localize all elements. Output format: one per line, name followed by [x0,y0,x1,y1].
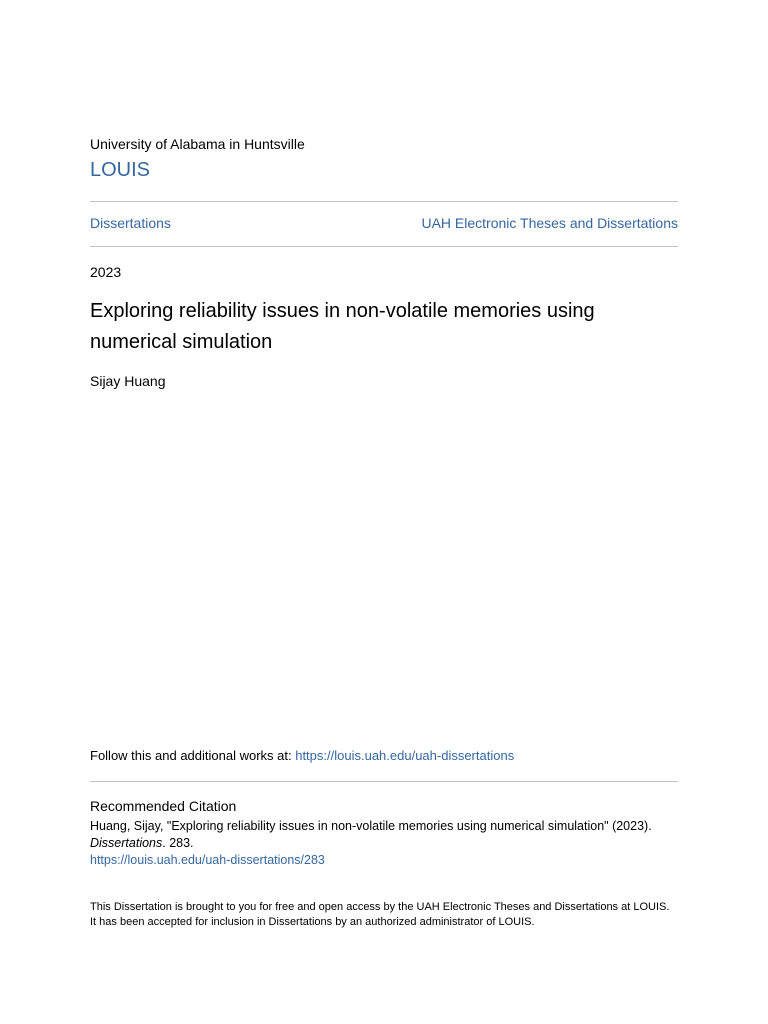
citation-series: Dissertations [90,836,163,850]
citation-number: . 283. [162,836,194,850]
document-title: Exploring reliability issues in non-volatile memories using numerical simulation [90,300,595,353]
repository-link[interactable]: LOUIS [90,159,151,181]
divider-breadcrumb [90,246,678,247]
citation-text: Huang, Sijay, "Exploring reliability issues in non-volatile memories using numerical simulation" (2023). [90,819,652,833]
citation-block [90,818,678,869]
follow-prefix: Follow this and additional works at: [90,748,296,763]
follow-url-link[interactable]: https://louis.uah.edu/uah-dissertations [295,748,515,763]
citation-heading: Recommended Citation [90,798,237,814]
dissertations-link[interactable]: Dissertations [90,215,171,231]
divider-top [90,201,678,202]
collection-link[interactable]: UAH Electronic Theses and Dissertations [421,215,678,231]
citation-url-link[interactable]: https://louis.uah.edu/uah-dissertations/283 [90,853,325,867]
follow-line [90,747,514,765]
institution-name: University of Alabama in Huntsville [90,136,305,152]
access-notice: This Dissertation is brought to you for free and open access by the UAH Electronic Theses and Dissertations at LOUIS. It has been accepted for inclusion in Dissertations by an authorized administrator of LOUIS. [90,901,670,928]
citation-series-line [90,835,678,852]
author-name: Sijay Huang [90,373,166,389]
publication-year: 2023 [90,264,122,280]
divider-citation [90,781,678,782]
cover-page [90,0,678,1024]
